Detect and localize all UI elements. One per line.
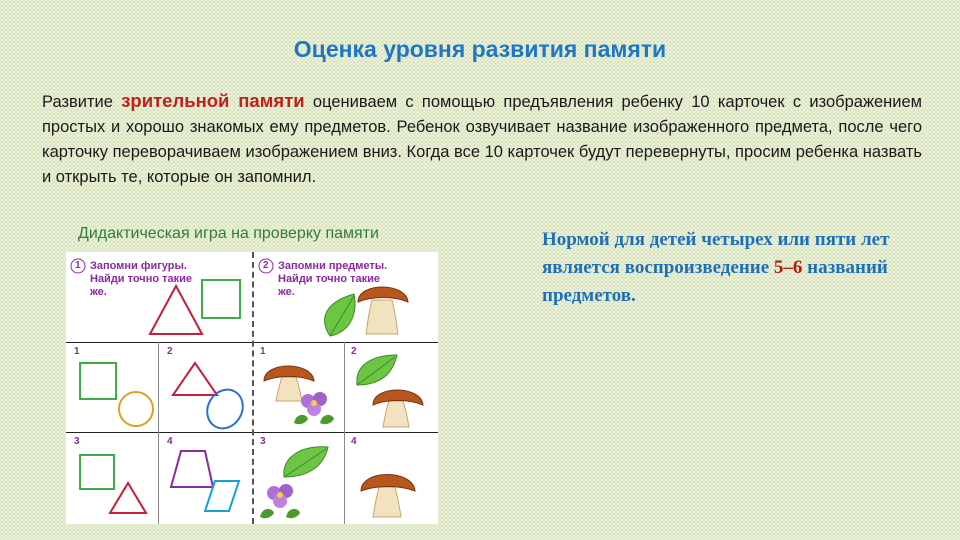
norm-statement [542,226,902,310]
card-number: 3 [74,436,80,447]
triangle-shape-icon [173,363,217,395]
norm-text-start: Нормой для детей четырех или пяти лет является воспроизведение [542,229,890,278]
card-number: 2 [167,346,173,357]
card-shapes [66,433,158,524]
memory-game-illustration [66,252,438,524]
leaf-icon [325,294,355,336]
square-shape-icon [80,455,114,489]
norm-text-end: названий предметов. [542,257,888,306]
leaf-icon [284,447,328,477]
task1-number: 1 [75,260,81,271]
card-number: 3 [260,436,266,447]
task1-shapes [66,252,252,342]
card-items [345,433,438,524]
card-shapes [159,343,252,432]
card-number: 4 [167,436,173,447]
norm-highlight: 5–6 [773,257,803,278]
answer-card [254,433,344,524]
answer-card [159,343,252,432]
answer-card [345,343,438,432]
card-number: 2 [351,346,357,357]
answer-card [254,343,344,432]
ellipse-shape-icon [200,383,249,432]
task1-card [66,252,252,342]
card-number: 4 [351,436,357,447]
rhombus-shape-icon [205,481,239,511]
card-number: 1 [260,346,266,357]
answer-card [159,433,252,524]
mushroom-icon [361,475,415,518]
square-shape-icon [80,363,116,399]
card-shapes [159,433,252,524]
intro-text-end: оцениваем с помощью предъявления ребенку 10 карточек с изображением простых и хорошо знакомых ему предметов. Ребенок озвучивает название изображенного предмета, после чего карточку переворачиваем изображением вниз. Когда все 10 карточек будут перевернуты, просим ребенка назвать и открыть те, которые он запомнил. [42,93,923,186]
task1-text: Запомни фигуры. Найди точно такие же. [90,260,193,298]
answer-card [345,433,438,524]
intro-text-start: Развитие [42,93,122,111]
card-items [254,343,344,432]
page-title: Оценка уровня развития памяти [293,36,667,62]
answer-card [66,433,158,524]
intro-highlight: зрительной памяти [121,90,305,111]
task2-card [254,252,438,342]
mushroom-icon [373,390,423,427]
card-items [345,343,438,432]
triangle-shape-icon [150,286,202,334]
intro-paragraph [42,88,922,190]
triangle-shape-icon [110,483,146,513]
task2-text: Запомни предметы. Найди точно такие же. [278,260,388,298]
square-shape-icon [202,280,240,318]
card-shapes [66,343,158,432]
game-caption: Дидактическая игра на проверку памяти [78,225,379,242]
task2-items [254,252,438,342]
violet-flower-icon [260,484,300,518]
card-number: 1 [74,346,80,357]
mushroom-icon [358,287,408,334]
answer-card [66,343,158,432]
leaf-icon [357,355,397,385]
trapezoid-shape-icon [171,451,213,487]
circle-shape-icon [119,392,153,426]
card-items [254,433,344,524]
task2-number: 2 [263,260,269,271]
